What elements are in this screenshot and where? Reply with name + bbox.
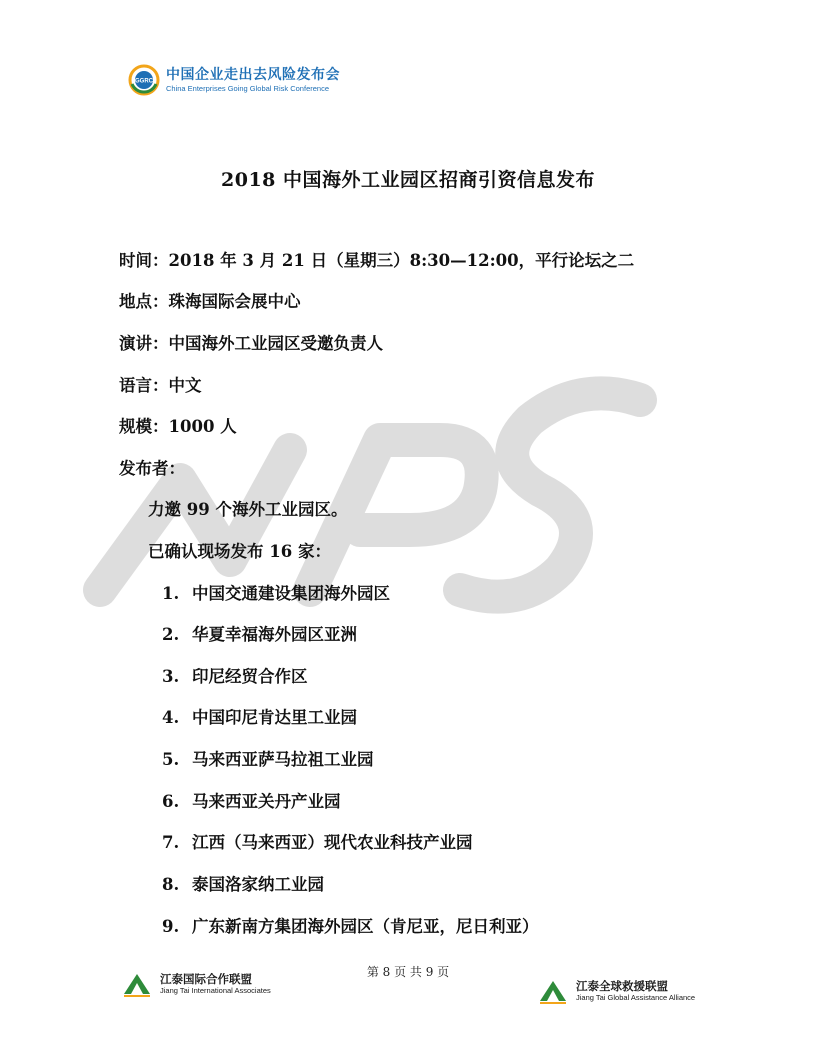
venue-line: 地点：珠海国际会展中心 — [119, 292, 301, 311]
list-item-number: 4. — [162, 708, 180, 727]
footer-left-en: Jiang Tai International Associates — [160, 986, 271, 995]
jiangtai-international-icon — [120, 970, 154, 998]
publisher-heading: 发布者： — [119, 459, 185, 478]
language-line: 语言：中文 — [119, 376, 202, 395]
page-number: 第 8 页 共 9 页 — [366, 965, 450, 979]
footer-left-cn: 江泰国际合作联盟 — [160, 972, 252, 986]
footer-left-logo — [120, 970, 271, 998]
conference-logo — [128, 64, 340, 96]
footer-right-cn: 江泰全球救援联盟 — [576, 979, 668, 993]
list-item — [162, 749, 374, 771]
list-item-name: 马来西亚关丹产业园 — [192, 792, 341, 811]
jiangtai-assistance-icon — [536, 977, 570, 1005]
list-item — [162, 583, 390, 605]
list-item-name: 江西（马来西亚）现代农业科技产业园 — [192, 833, 473, 852]
list-item-number: 5. — [162, 750, 180, 769]
list-item-name: 马来西亚萨马拉祖工业园 — [192, 750, 374, 769]
time-line: 时间：2018 年 3 月 21 日（星期三）8:30—12:00，平行论坛之二 — [119, 251, 635, 270]
list-item-number: 2. — [162, 625, 180, 644]
invited-note: 力邀 99 个海外工业园区。 — [148, 500, 348, 519]
list-item-number: 7. — [162, 833, 180, 852]
list-item-name: 广东新南方集团海外园区（肯尼亚，尼日利亚） — [192, 917, 539, 936]
footer-right-logo — [536, 977, 695, 1005]
list-item — [162, 832, 473, 854]
list-item-name: 印尼经贸合作区 — [192, 667, 308, 686]
list-item — [162, 624, 357, 646]
footer-right-en: Jiang Tai Global Assistance Alliance — [576, 993, 696, 1002]
list-item-number: 1. — [162, 584, 180, 603]
list-item-number: 3. — [162, 667, 180, 686]
document-title: 2018 中国海外工业园区招商引资信息发布 — [221, 169, 595, 191]
ggrc-globe-icon — [128, 64, 160, 96]
list-item — [162, 791, 341, 813]
list-item-name: 中国印尼肯达里工业园 — [192, 708, 357, 727]
list-item-number: 9. — [162, 917, 180, 936]
speaker-line: 演讲：中国海外工业园区受邀负责人 — [119, 334, 383, 353]
logo-title-cn: 中国企业走出去风险发布会 — [166, 66, 340, 83]
list-item-name: 华夏幸福海外园区亚洲 — [192, 625, 357, 644]
list-item-number: 8. — [162, 875, 180, 894]
list-item-number: 6. — [162, 792, 180, 811]
scale-line: 规模：1000 人 — [119, 417, 237, 436]
list-item — [162, 707, 357, 729]
logo-badge-text: GGRC — [135, 78, 153, 85]
logo-title-en: China Enterprises Going Global Risk Conference — [166, 83, 329, 93]
list-item — [162, 874, 324, 896]
list-item — [162, 916, 539, 938]
confirmed-note: 已确认现场发布 16 家： — [148, 542, 331, 561]
list-item-name: 中国交通建设集团海外园区 — [192, 584, 390, 603]
list-item-name: 泰国洛家纳工业园 — [192, 875, 324, 894]
list-item — [162, 666, 308, 688]
